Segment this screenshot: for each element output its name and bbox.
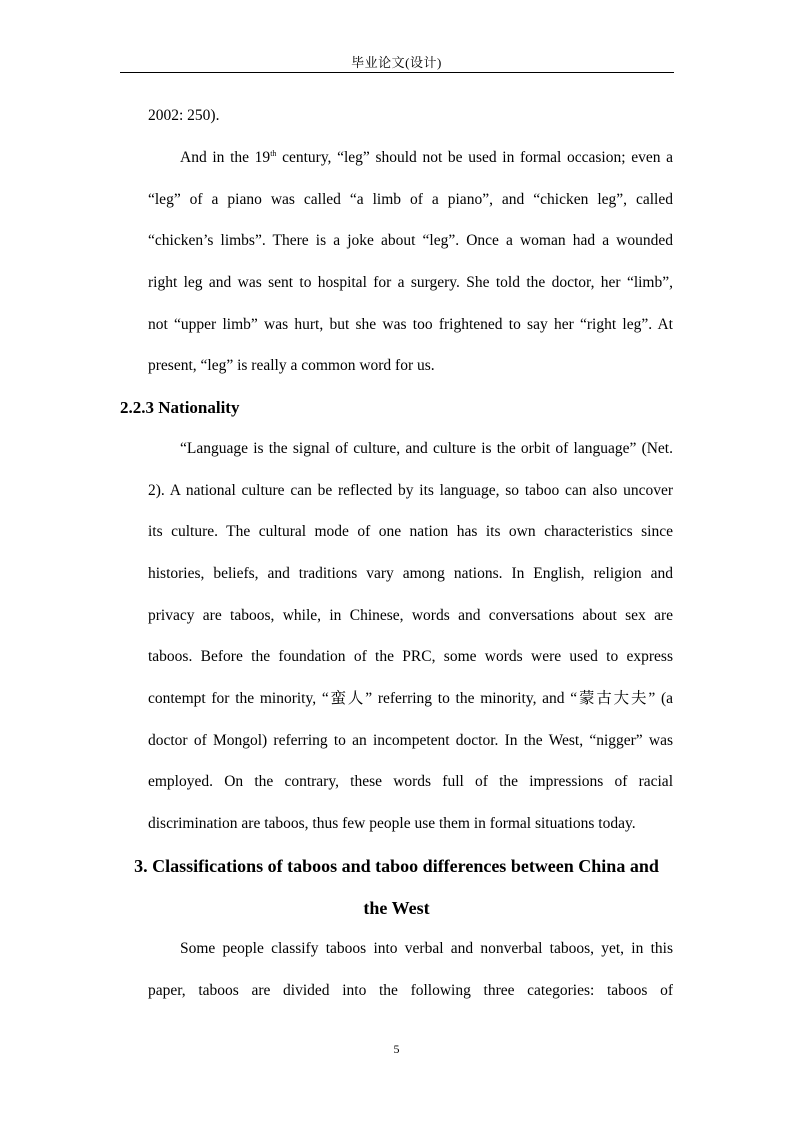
running-header: 毕业论文(设计) xyxy=(351,55,442,70)
section-heading: 2.2.3 Nationality xyxy=(120,398,240,417)
superscript: th xyxy=(270,149,277,158)
text-span: And in the 19 xyxy=(180,149,271,166)
text-line: present, “leg” is really a common word for us. xyxy=(148,357,435,374)
text-line: discrimination are taboos, thus few people use them in formal situations today. xyxy=(148,815,636,832)
text-line: “leg” of a piano was called “a limb of a piano”, and “chicken leg”, called xyxy=(148,191,673,208)
header-rule xyxy=(120,72,674,73)
text-line: its culture. The cultural mode of one nation has its own characteristics since xyxy=(148,523,673,540)
text-line xyxy=(180,148,673,168)
text-line: employed. On the contrary, these words full of the impressions of racial xyxy=(148,773,673,790)
text-span: century, “leg” should not be used in formal occasion; even a xyxy=(276,149,673,166)
page-number: 5 xyxy=(393,1042,400,1056)
text-line: 2). A national culture can be reflected by its language, so taboo can also uncover xyxy=(148,482,673,499)
text-line: right leg and was sent to hospital for a surgery. She told the doctor, her “limb”, xyxy=(148,274,673,291)
chapter-heading: 3. Classifications of taboos and taboo differences between China and xyxy=(134,856,659,876)
text-line: “chicken’s limbs”. There is a joke about “leg”. Once a woman had a wounded xyxy=(148,232,673,249)
text-line: 2002: 250). xyxy=(148,107,220,124)
text-line: histories, beliefs, and traditions vary among nations. In English, religion and xyxy=(148,565,673,582)
chapter-heading: the West xyxy=(363,898,430,918)
text-line: not “upper limb” was hurt, but she was too frightened to say her “right leg”. At xyxy=(148,316,673,333)
text-line: taboos. Before the foundation of the PRC, some words were used to express xyxy=(148,648,673,665)
text-line: doctor of Mongol) referring to an incompetent doctor. In the West, “nigger” was xyxy=(148,732,673,749)
text-line: “Language is the signal of culture, and culture is the orbit of language” (Net. xyxy=(180,440,673,457)
text-line: Some people classify taboos into verbal and nonverbal taboos, yet, in this xyxy=(180,940,673,957)
text-line: paper, taboos are divided into the following three categories: taboos of xyxy=(148,982,673,999)
text-line: contempt for the minority, “蛮人” referring to the minority, and “蒙古大夫” (a xyxy=(148,690,673,707)
text-line: privacy are taboos, while, in Chinese, words and conversations about sex are xyxy=(148,607,673,624)
